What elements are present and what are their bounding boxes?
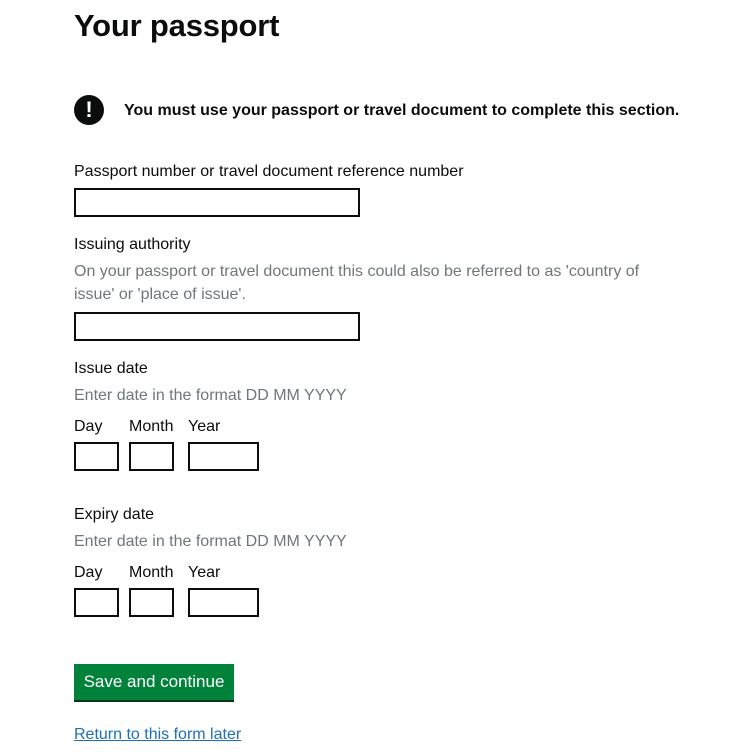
expiry-month-input[interactable] — [129, 588, 174, 617]
expiry-year-label: Year — [188, 564, 221, 581]
return-later-link[interactable]: Return to this form later — [74, 726, 242, 743]
passport-number-input[interactable] — [74, 188, 360, 217]
warning-text: You must use your passport or travel document to complete this section. — [124, 102, 680, 119]
expiry-month-label: Month — [129, 564, 174, 581]
expiry-day-label: Day — [74, 564, 103, 581]
issue-date-hint: Enter date in the format DD MM YYYY — [74, 387, 347, 404]
issuing-authority-input[interactable] — [74, 312, 360, 341]
issuing-authority-label: Issuing authority — [74, 236, 191, 253]
passport-number-label: Passport number or travel document reference number — [74, 163, 464, 180]
page-title: Your passport — [74, 8, 280, 43]
issuing-authority-hint-line2: issue' or 'place of issue'. — [74, 286, 246, 303]
expiry-date-hint: Enter date in the format DD MM YYYY — [74, 533, 347, 550]
expiry-day-input[interactable] — [74, 588, 119, 617]
issue-year-input[interactable] — [188, 442, 259, 471]
issuing-authority-hint-line1: On your passport or travel document this could also be referred to as 'country of — [74, 263, 640, 280]
expiry-year-input[interactable] — [188, 588, 259, 617]
exclamation-icon: ! — [74, 95, 104, 125]
save-and-continue-button[interactable]: Save and continue — [74, 664, 234, 700]
issue-month-input[interactable] — [129, 442, 174, 471]
issue-date-label: Issue date — [74, 360, 148, 377]
issue-day-input[interactable] — [74, 442, 119, 471]
expiry-date-label: Expiry date — [74, 506, 155, 523]
issue-year-label: Year — [188, 418, 221, 435]
issue-day-label: Day — [74, 418, 103, 435]
issue-month-label: Month — [129, 418, 174, 435]
